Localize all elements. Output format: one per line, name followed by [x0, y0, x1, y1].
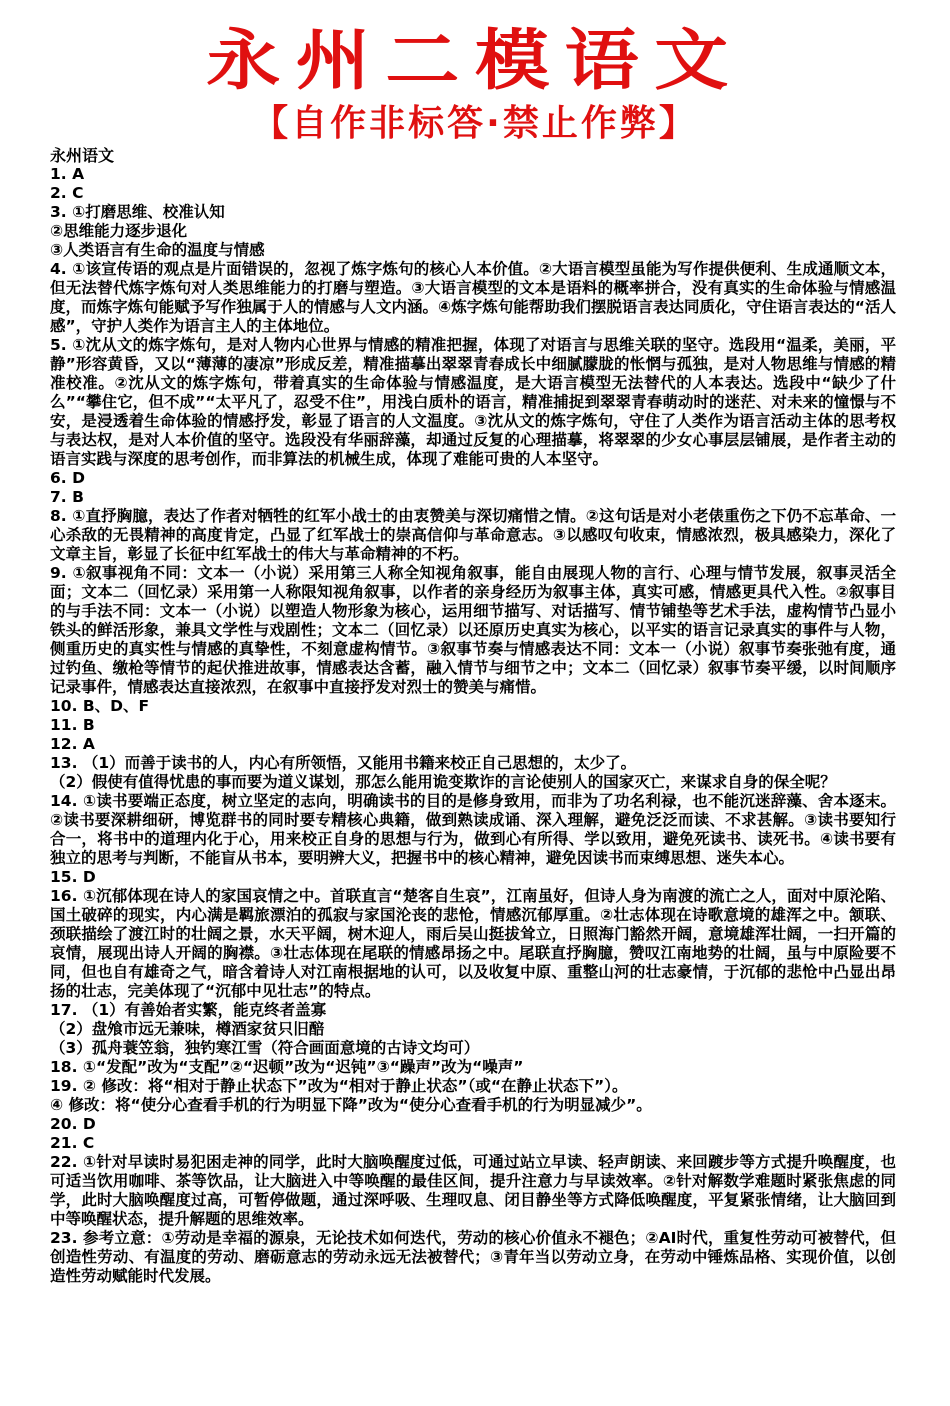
- answer-item: 15. D: [50, 868, 96, 886]
- answer-item: 6. D: [50, 469, 85, 487]
- answer-item: （3）孤舟蓑笠翁，独钓寒江雪（符合画面意境的古诗文均可）: [50, 1039, 480, 1057]
- answer-item: 3. ①打磨思维、校准认知: [50, 203, 225, 221]
- answer-item: 7. B: [50, 488, 84, 506]
- answer-item: 2. C: [50, 184, 84, 202]
- answer-item: 22. ①针对早读时易犯困走神的同学，此时大脑唤醒度过低，可通过站立早读、轻声朗读、来回踱步等方式提升唤醒度，也可适当饮用咖啡、茶等饮品，让大脑进入中等唤醒的最佳区间，提升注意力与早读效率。②针对解数学难题时紧张焦虑的同学，此时大脑唤醒度过高，可暂停做题，通过深呼吸、生理叹息、闭目静坐等方式降低唤醒度，平复紧张情绪，让大脑回到中等唤醒状态，提升解题的思维效率。: [50, 1153, 896, 1228]
- answer-item: 11. B: [50, 716, 95, 734]
- section-heading: 永州语文: [50, 146, 115, 165]
- answer-item: 4. ①该宣传语的观点是片面错误的，忽视了炼字炼句的核心人本价值。②大语言模型虽能为写作提供便利、生成通顺文本，但无法替代炼字炼句对人类思维能力的打磨与塑造。③大语言模型的文本是语料的概率拼合，没有真实的生命体验与情感温度，而炼字炼句能赋予写作独属于人的情感与人文内涵。④炼字炼句能帮助我们摆脱语言表达同质化，守住语言表达的“活人感”，守护人类作为语言主人的主体地位。: [50, 260, 896, 335]
- page-title: 永州二模语文: [206, 21, 744, 99]
- answer-item: （2）盘飧市远无兼味，樽酒家贫只旧醅: [50, 1020, 325, 1038]
- answer-item: 17. （1）有善始者实繁，能克终者盖寡: [50, 1001, 327, 1019]
- answer-item: 14. ①读书要端正态度，树立坚定的志向，明确读书的目的是修身致用，而非为了功名利禄，也不能沉迷辞藻、舍本逐末。②读书要深耕细研，博览群书的同时要专精核心典籍，做到熟读成诵、深入理解，避免泛泛而读、不求甚解。③读书要知行合一，将书中的道理内化于心，用来校正自身的思想与行为，做到心有所得、学以致用，避免死读书、读死书。④读书要有独立的思考与判断，不能盲从书本，要明辨大义，把握书中的核心精神，避免因读书而束缚思想、迷失本心。: [50, 792, 896, 867]
- answer-item: 21. C: [50, 1134, 95, 1152]
- answer-item: 8. ①直抒胸臆，表达了作者对牺牲的红军小战士的由衷赞美与深切痛惜之情。②这句话是对小老俵重伤之下仍不忘革命、一心杀敌的无畏精神的高度肯定，凸显了红军战士的崇高信仰与革命意志。③以感叹句收束，情感浓烈，极具感染力，深化了文章主旨，彰显了长征中红军战士的伟大与革命精神的不朽。: [50, 507, 896, 563]
- answer-item: 23. 参考立意：①劳动是幸福的源泉，无论技术如何迭代，劳动的核心价值永不褪色；②AI时代，重复性劳动可被替代，但创造性劳动、有温度的劳动、磨砺意志的劳动永远无法被替代；③青年当以劳动立身，在劳动中锤炼品格、实现价值，以创造性劳动赋能时代发展。: [50, 1229, 896, 1285]
- answer-item: 9. ①叙事视角不同：文本一（小说）采用第三人称全知视角叙事，能自由展现人物的言行、心理与情节发展，叙事灵活全面；文本二（回忆录）采用第一人称限知视角叙事，以作者的亲身经历为叙事主体，真实可感，情感更具代入性。②叙事目的与手法不同：文本一（小说）以塑造人物形象为核心，运用细节描写、对话描写、情节铺垫等艺术手法，虚构情节凸显小铁头的鲜活形象，兼具文学性与戏剧性；文本二（回忆录）以还原历史真实为核心，以平实的语言记录真实的事件与人物，侧重历史的真实性与情感的真挚性，不刻意虚构情节。③叙事节奏与情感表达不同：文本一（小说）叙事节奏张弛有度，通过钓鱼、缴枪等情节的起伏推进故事，情感表达含蓄，融入情节与细节之中；文本二（回忆录）叙事节奏平缓，以时间顺序记录事件，情感表达直接浓烈，在叙事中直接抒发对烈士的赞美与痛惜。: [50, 564, 896, 696]
- answer-item: 5. ①沈从文的炼字炼句，是对人物内心世界与情感的精准把握，体现了对语言与思维关联的坚守。选段用“温柔，美丽，平静”形容黄昏，又以“薄薄的凄凉”形成反差，精准描摹出翠翠青春成长中细腻朦胧的怅惘与孤独，是对人物思维与情感的精准校准。②沈从文的炼字炼句，带着真实的生命体验与情感温度，是大语言模型无法替代的人本表达。选段中“缺少了什么”“攀住它，但不成”“太平凡了，忍受不住”，用浅白质朴的语言，精准捕捉到翠翠青春萌动时的迷茫、对未来的憧憬与不安，是浸透着生命体验的情感抒发，彰显了语言的人文温度。③沈从文的炼字炼句，守住了人类作为语言活动主体的思考权与表达权，是对人本价值的坚守。选段没有华丽辞藻，却通过反复的心理描摹，将翠翠的少女心事层层铺展，是作者主动的语言实践与深度的思考创作，而非算法的机械生成，体现了难能可贵的人本坚守。: [50, 336, 896, 468]
- answer-item: 1. A: [50, 165, 85, 183]
- answer-item: 16. ①沉郁体现在诗人的家国哀情之中。首联直言“楚客自生哀”，江南虽好，但诗人身为南渡的流亡之人，面对中原沦陷、国土破碎的现实，内心满是羁旅漂泊的孤寂与家国沦丧的悲怆，情感沉郁厚重。②壮志体现在诗歌意境的雄浑之中。颔联、颈联描绘了渡江时的壮阔之景，水天平阔，树木迎人，雨后吴山挺拔耸立，日照海门豁然开阔，意境雄浑壮阔，一扫开篇的哀情，展现出诗人开阔的胸襟。③壮志体现在尾联的情感昂扬之中。尾联直抒胸臆，赞叹江南地势的壮阔，虽与中原险要不同，但也自有雄奇之气，暗含着诗人对江南根据地的认可，以及收复中原、重整山河的壮志豪情，于沉郁的悲怆中凸显出昂扬的壮志，完美体现了“沉郁中见壮志”的特点。: [50, 887, 896, 1000]
- answer-item: 13. （1）而善于读书的人，内心有所领悟，又能用书籍来校正自己思想的，太少了。: [50, 754, 637, 772]
- answer-item: ②思维能力逐步退化: [50, 222, 188, 240]
- answer-item: 18. ①“发配”改为“支配”②“迟顿”改为“迟钝”③“躁声”改为“噪声”: [50, 1058, 524, 1076]
- page-subtitle: 【自作非标答·禁止作弊】: [252, 103, 698, 144]
- answer-item: 19. ② 修改：将“相对于静止状态下”改为“相对于静止状态”（或“在静止状态下”）。: [50, 1077, 628, 1095]
- answer-item: 10. B、D、F: [50, 697, 150, 715]
- answer-item: 12. A: [50, 735, 95, 753]
- answer-item: 20. D: [50, 1115, 96, 1133]
- answer-item: ④ 修改：将“使分心查看手机的行为明显下降”改为“使分心查看手机的行为明显减少”。: [50, 1096, 652, 1114]
- answer-item: （2）假使有值得忧患的事而要为道义谋划，那怎么能用诡变欺诈的言论使别人的国家灭亡，来谋求自身的保全呢？: [50, 773, 836, 791]
- answer-list: [50, 146, 896, 1286]
- answer-item: ③人类语言有生命的温度与情感: [50, 241, 265, 259]
